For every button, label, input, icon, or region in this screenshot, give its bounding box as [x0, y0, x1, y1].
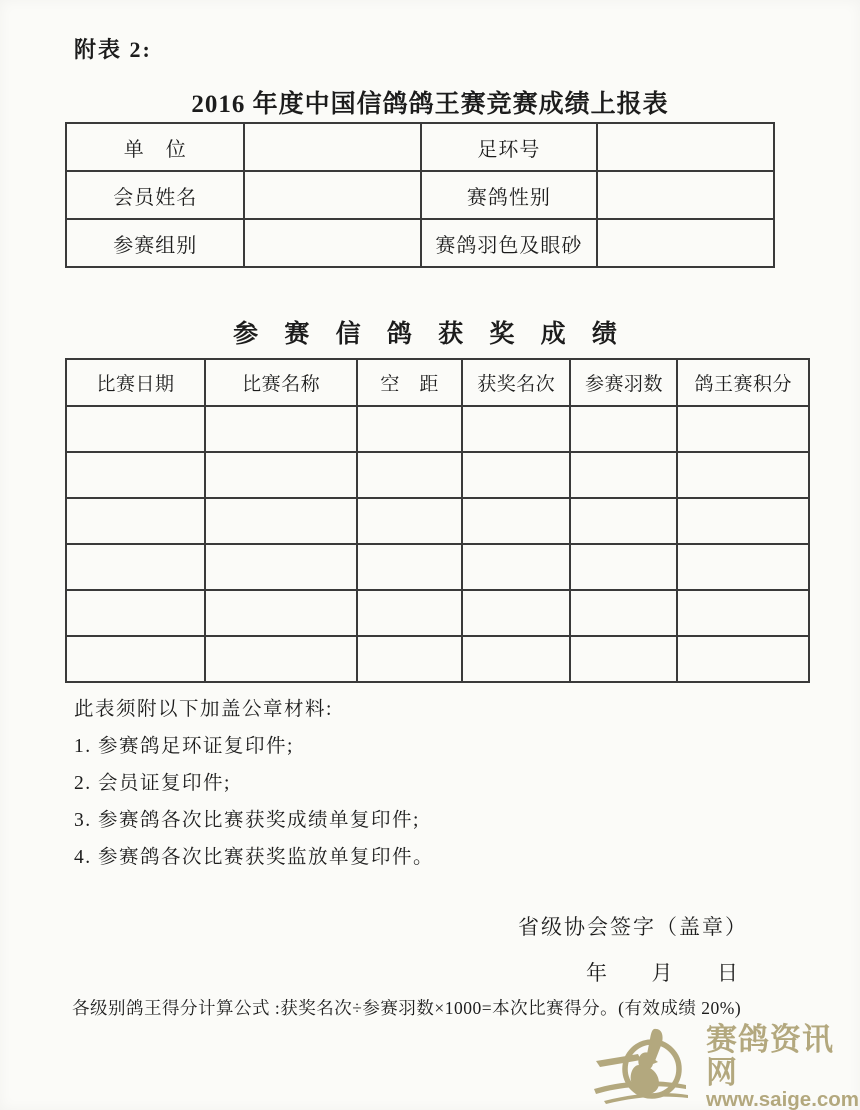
results-empty-cell [357, 452, 462, 498]
results-empty-cell [570, 406, 677, 452]
info-table-row [66, 219, 774, 267]
results-col-king-points: 鸽王赛积分 [677, 359, 809, 406]
results-empty-cell [462, 636, 570, 682]
info-label-pigeon-sex: 赛鸽性别 [421, 171, 597, 219]
info-table [65, 122, 775, 268]
results-col-race-date: 比赛日期 [66, 359, 205, 406]
results-empty-cell [66, 544, 205, 590]
month-label: 月 [651, 961, 673, 985]
results-empty-cell [205, 406, 357, 452]
note-item-4: 4. 参赛鸽各次比赛获奖监放单复印件。 [74, 847, 435, 868]
results-col-prize-rank: 获奖名次 [462, 359, 570, 406]
info-value-ring-number [597, 123, 774, 171]
saige-watermark [592, 1022, 860, 1110]
info-label-member-name: 会员姓名 [66, 171, 244, 219]
info-value-pigeon-sex [597, 171, 774, 219]
results-empty-cell [357, 636, 462, 682]
info-value-unit [244, 123, 420, 171]
year-label: 年 [586, 961, 607, 985]
results-empty-cell [357, 498, 462, 544]
results-empty-row [66, 636, 809, 682]
results-empty-cell [677, 544, 809, 590]
info-label-unit: 单 位 [66, 123, 244, 171]
results-col-distance: 空 距 [357, 359, 462, 406]
results-empty-cell [570, 636, 677, 682]
results-empty-row [66, 544, 809, 590]
note-item-3: 3. 参赛鸽各次比赛获奖成绩单复印件; [74, 810, 420, 831]
scoring-formula: 各级别鸽王得分计算公式 :获奖名次÷参赛羽数×1000=本次比赛得分。(有效成绩 20%) [72, 998, 742, 1018]
info-table-row [66, 123, 774, 171]
info-label-feather-eye: 赛鸽羽色及眼砂 [421, 219, 597, 267]
results-empty-cell [205, 544, 357, 590]
results-empty-cell [66, 452, 205, 498]
info-value-member-name [244, 171, 420, 219]
results-empty-cell [357, 590, 462, 636]
results-empty-row [66, 498, 809, 544]
info-value-feather-eye [597, 219, 774, 267]
results-empty-cell [357, 544, 462, 590]
results-empty-cell [462, 498, 570, 544]
results-empty-row [66, 452, 809, 498]
results-empty-cell [205, 636, 357, 682]
results-empty-cell [205, 590, 357, 636]
signature-date-line [586, 957, 738, 987]
required-materials-notes [74, 698, 434, 883]
results-empty-cell [66, 590, 205, 636]
results-empty-cell [677, 406, 809, 452]
results-empty-cell [66, 498, 205, 544]
day-label: 日 [717, 961, 738, 985]
results-header-row [66, 359, 809, 406]
results-col-birds-entered: 参赛羽数 [570, 359, 677, 406]
attachment-label: 附表 2: [74, 37, 152, 62]
info-label-entry-group: 参赛组别 [66, 219, 244, 267]
results-empty-cell [677, 636, 809, 682]
watermark-text [706, 1023, 860, 1110]
results-empty-cell [205, 498, 357, 544]
results-section-title: 参 赛 信 鸽 获 奖 成 绩 [233, 321, 627, 348]
watermark-site-url: www.saige.com [706, 1088, 860, 1110]
results-empty-cell [677, 452, 809, 498]
results-empty-row [66, 406, 809, 452]
results-table [65, 358, 810, 683]
results-col-race-name: 比赛名称 [205, 359, 357, 406]
notes-heading: 此表须附以下加盖公章材料: [74, 699, 333, 720]
info-label-ring-number: 足环号 [421, 123, 597, 171]
results-empty-cell [570, 498, 677, 544]
info-value-entry-group [244, 219, 420, 267]
results-empty-cell [570, 544, 677, 590]
provincial-association-signature-label: 省级协会签字（盖章） [518, 915, 748, 939]
results-empty-cell [677, 590, 809, 636]
note-item-1: 1. 参赛鸽足环证复印件; [74, 736, 294, 757]
results-empty-cell [462, 544, 570, 590]
results-empty-cell [66, 636, 205, 682]
results-empty-row [66, 590, 809, 636]
watermark-site-name: 赛鸽资讯网 [706, 1022, 834, 1090]
results-empty-cell [462, 452, 570, 498]
results-empty-cell [677, 498, 809, 544]
info-table-row [66, 171, 774, 219]
document-title: 2016 年度中国信鸽鸽王赛竞赛成绩上报表 [191, 91, 669, 118]
results-empty-cell [462, 590, 570, 636]
results-empty-cell [462, 406, 570, 452]
results-empty-cell [205, 452, 357, 498]
pigeon-logo-icon [592, 1027, 704, 1107]
results-empty-cell [570, 452, 677, 498]
results-empty-cell [66, 406, 205, 452]
results-empty-cell [570, 590, 677, 636]
note-item-2: 2. 会员证复印件; [74, 773, 231, 794]
results-empty-cell [357, 406, 462, 452]
